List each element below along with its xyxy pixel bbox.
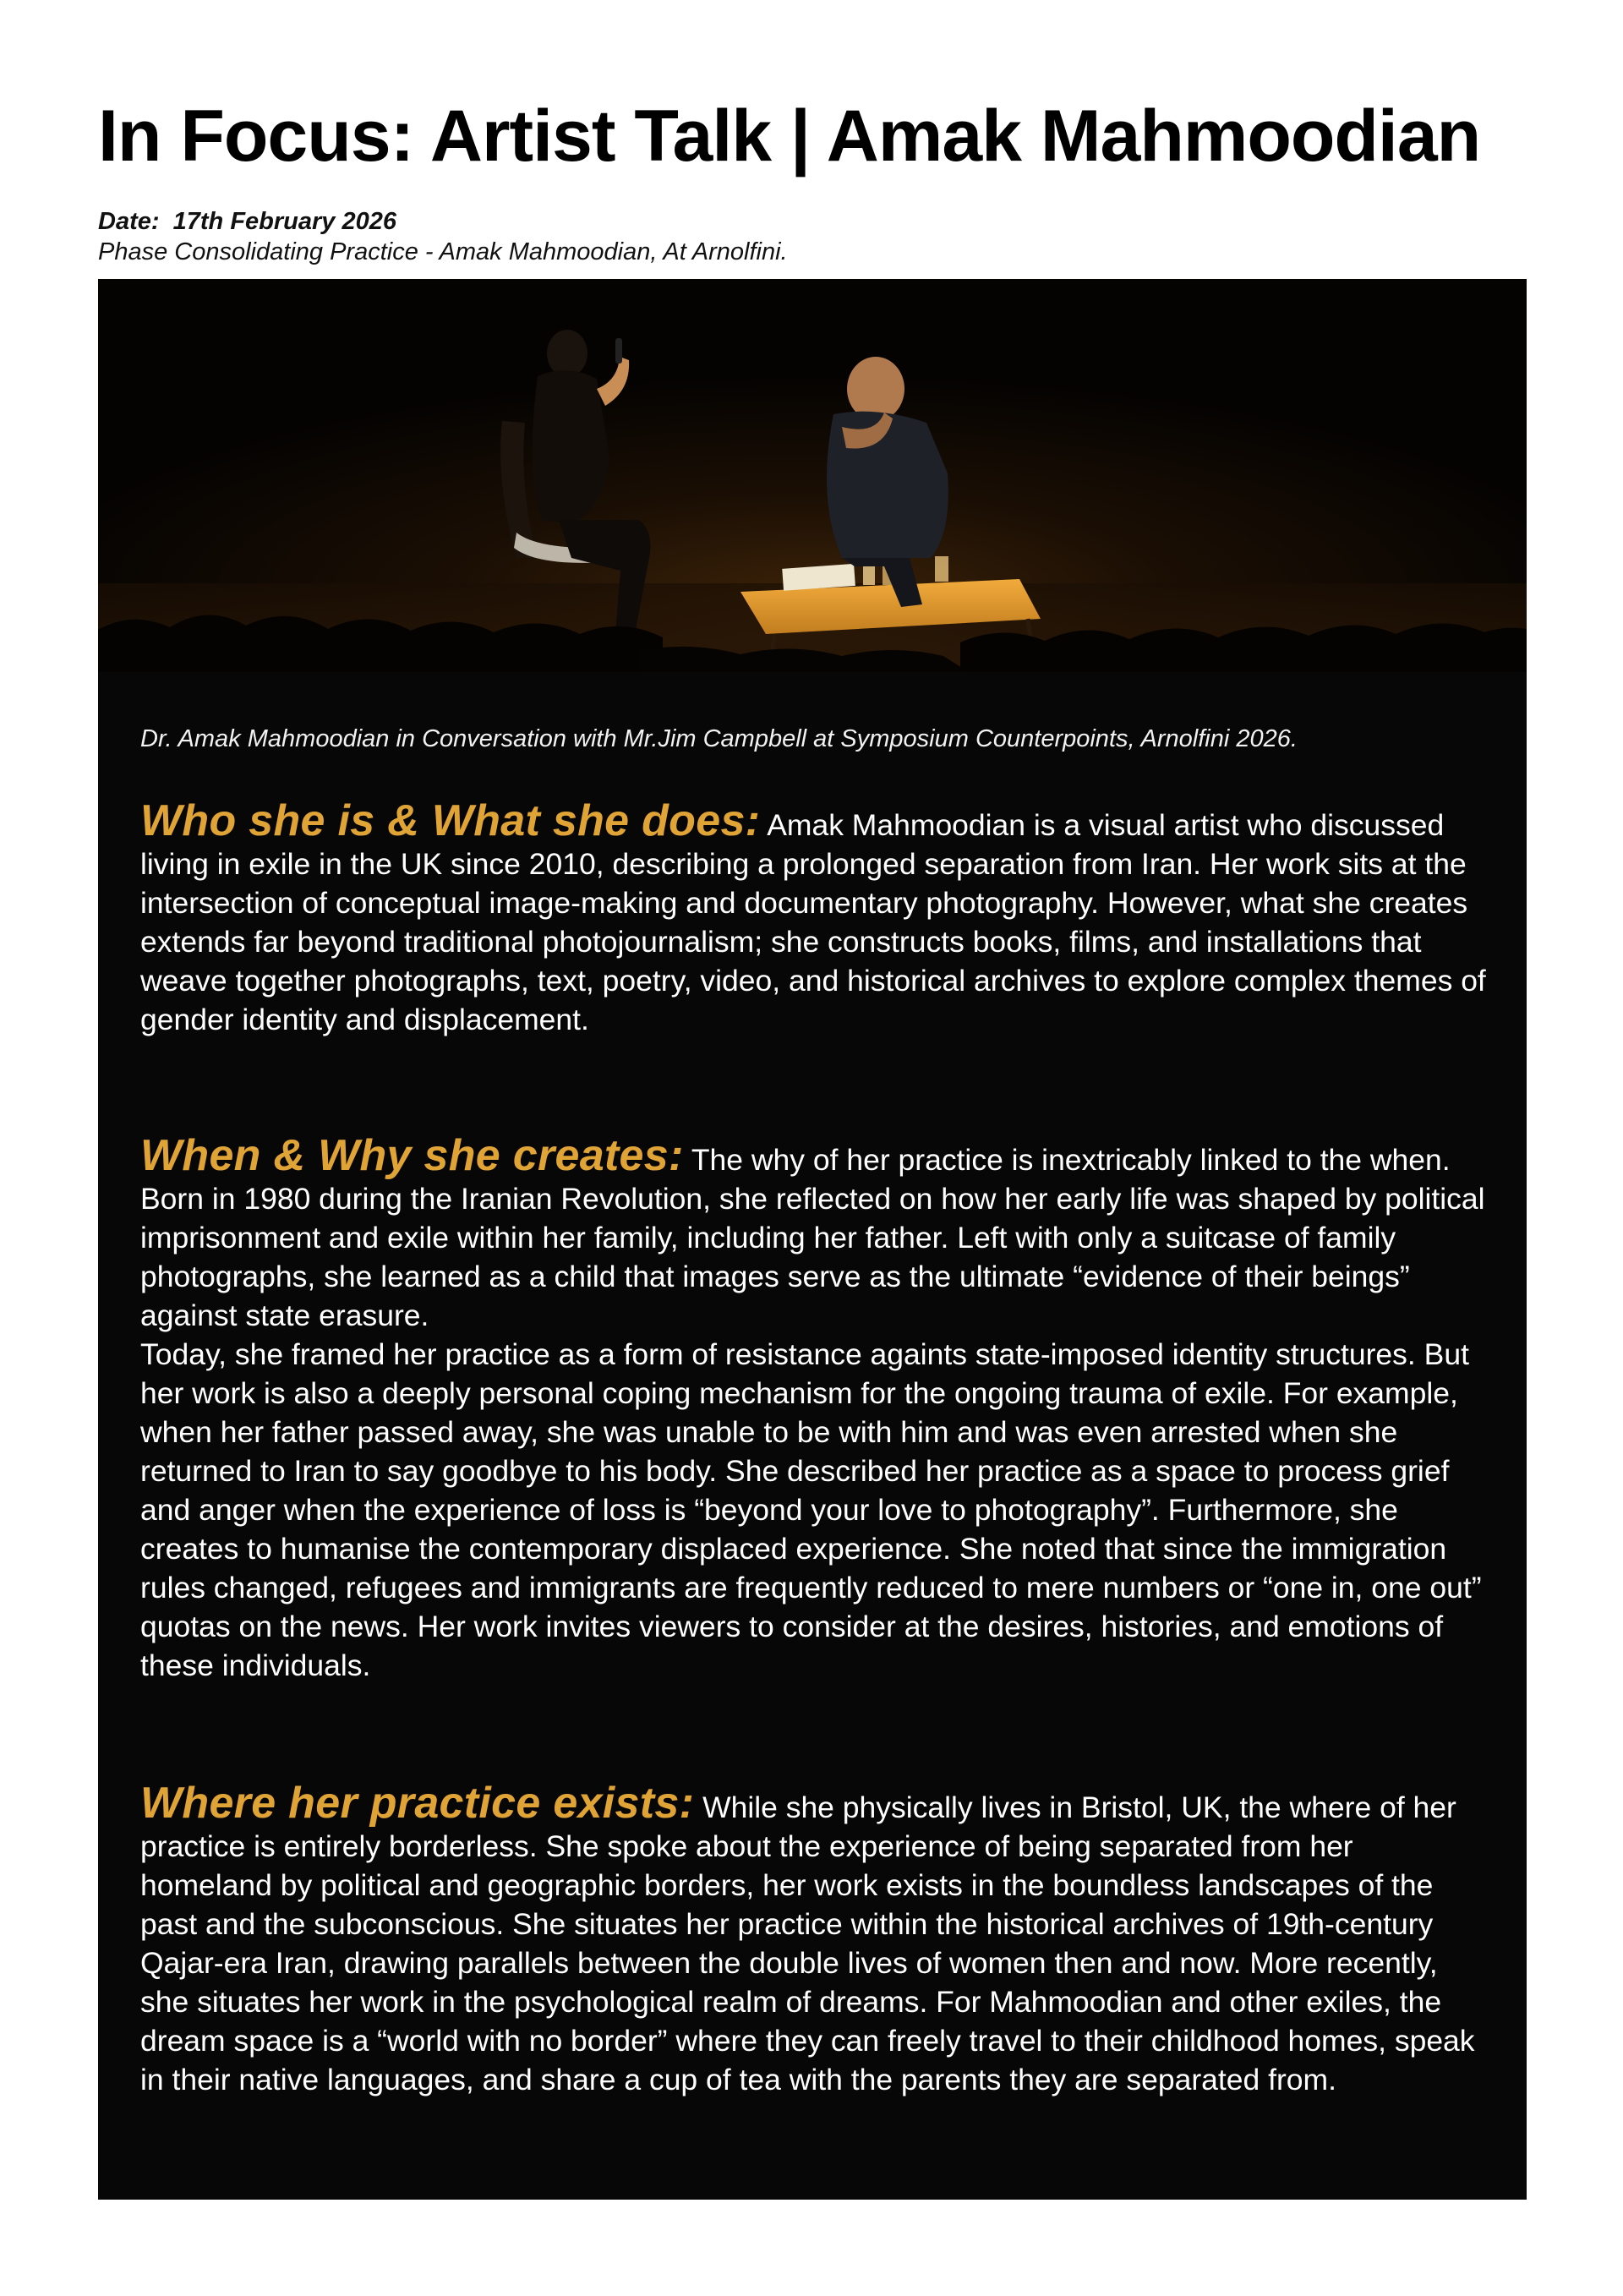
section-heading: Where her practice exists: [140,1779,695,1828]
event-photo [98,279,1527,672]
article-meta [98,206,788,267]
section-paragraph [140,1779,1493,2099]
section-heading: When & Why she creates: [140,1131,684,1180]
photo-caption: Dr. Amak Mahmoodian in Conversation with Mr.Jim Campbell at Symposium Counterpoints, Arnolfini 2026. [140,725,1298,752]
event-date: Date: 17th February 2026 [98,208,396,235]
section-who-she-is [140,796,1493,1039]
section-when-why [140,1131,1493,1685]
event-subtitle: Phase Consolidating Practice - Amak Mahmoodian, At Arnolfini. [98,238,788,265]
page-title: In Focus: Artist Talk | Amak Mahmoodian [98,96,1481,177]
content-panel [98,279,1527,2200]
section-body: While she physically lives in Bristol, UK, the where of her practice is entirely borderless. She spoke about the experience of being separated from her homeland by political and geographic borders, her work exists in the boundless landscapes of the past and the subconscious. She situates her practice within the historical archives of 19th-century Qajar-era Iran, drawing parallels between the double lives of women then and now. More recently, she situates her work in the psychological realm of dreams. For Mahmoodian and other exiles, the dream space is a “world with no border” where they can freely travel to their childhood homes, speak in their native languages, and share a cup of tea with the parents they are separated from. [140,1790,1475,2096]
section-paragraph: Today, she framed her practice as a form of resistance againts state-imposed identity structures. But her work is also a deeply personal coping mechanism for the ongoing trauma of exile. For example, when her father passed away, she was unable to be with him and was even arrested when she returned to Iran to say goodbye to his body. She described her practice as a space to process grief and anger when the experience of loss is “beyond your love to photography”. Furthermore, she creates to humanise the contemporary displaced experience. She noted that since the immigration rules changed, refugees and immigrants are frequently reduced to mere numbers or “one in, one out” quotas on the news. Her work invites viewers to consider at the desires, histories, and emotions of these individuals. [140,1337,1482,1682]
section-body: The why of her practice is inextricably linked to the when. Born in 1980 during the Iranian Revolution, she reflected on how her early life was shaped by political imprisonment and exile within her family, including her father. Left with only a suitcase of family photographs, she learned as a child that images serve as the ultimate “evidence of their beings” against state erasure. [140,1143,1485,1332]
section-paragraph [140,1131,1493,1335]
section-where-practice-exists [140,1779,1493,2099]
section-paragraph [140,796,1493,1039]
section-body: Amak Mahmoodian is a visual artist who discussed living in exile in the UK since 2010, describing a prolonged separation from Iran. Her work sits at the intersection of conceptual image-making and documentary photography. However, what she creates extends far beyond traditional photojournalism; she constructs books, films, and installations that weave together photographs, text, poetry, video, and historical archives to explore complex themes of gender identity and displacement. [140,808,1486,1036]
section-heading: Who she is & What she does: [140,796,761,845]
